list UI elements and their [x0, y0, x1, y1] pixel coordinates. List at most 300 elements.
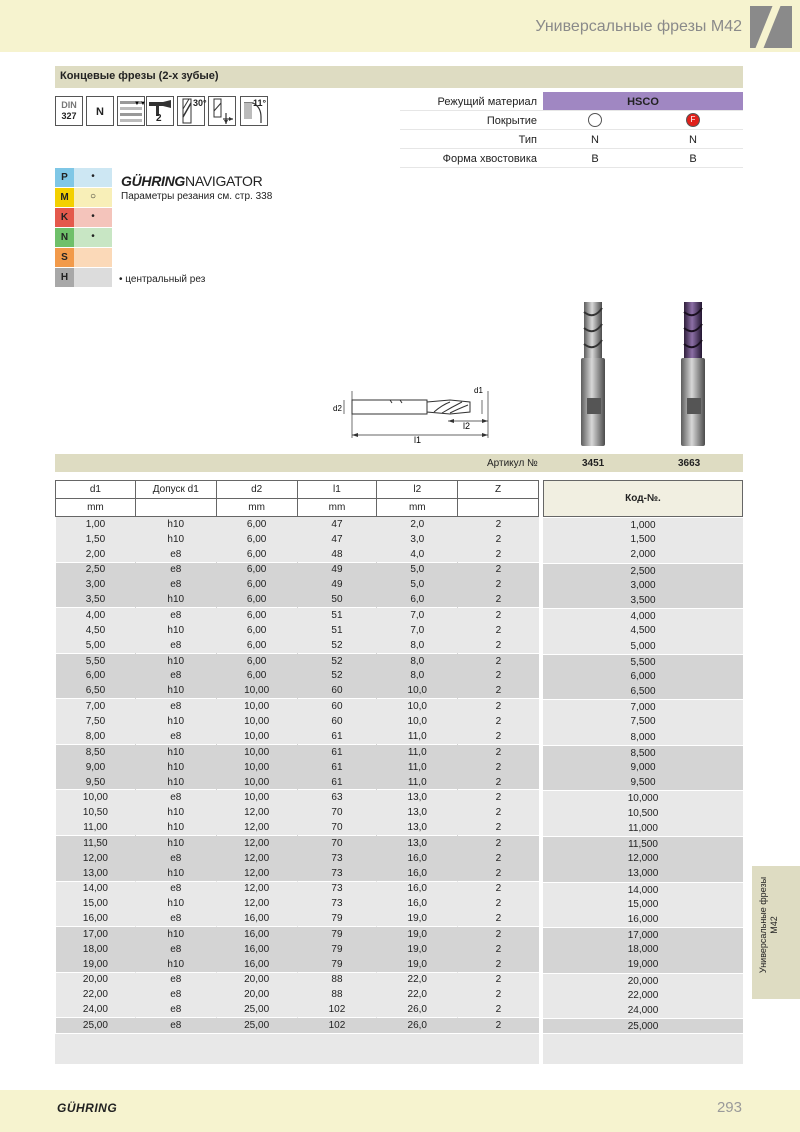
table-cell: 11,0: [377, 744, 458, 759]
table-cell: 9,50: [56, 775, 136, 790]
table-cell: 6,00: [216, 517, 297, 532]
table-cell: e8: [135, 608, 216, 623]
code-cell: 6,500: [543, 684, 743, 699]
table-cell: 73: [297, 851, 377, 866]
table-cell: 16,00: [56, 911, 136, 926]
l1-label: l1: [414, 435, 422, 445]
table-cell: 50: [297, 592, 377, 607]
suitability-mark: •: [91, 171, 95, 182]
table-cell: 12,00: [216, 881, 297, 896]
table-cell: 79: [297, 911, 377, 926]
table-cell: 2: [458, 805, 539, 820]
table-cell: 4,00: [56, 608, 136, 623]
table-cell: 2: [458, 592, 539, 607]
material-row: [55, 188, 112, 207]
table-cell: 25,00: [216, 1003, 297, 1018]
table-cell: 48: [297, 547, 377, 562]
table-cell: 16,0: [377, 851, 458, 866]
table-row: [56, 668, 539, 683]
table-cell: 79: [297, 957, 377, 972]
table-cell: 2: [458, 881, 539, 896]
table-cell: 73: [297, 866, 377, 881]
table-cell: 7,0: [377, 608, 458, 623]
table-cell: 2: [458, 760, 539, 775]
code-cell: 4,500: [543, 623, 743, 638]
table-cell: e8: [135, 638, 216, 653]
clearance-angle-icon: [240, 96, 268, 126]
code-cell: 1,000: [543, 517, 743, 532]
table-cell: 12,00: [216, 820, 297, 835]
table-row: [56, 866, 539, 881]
unit-cell: mm: [216, 499, 297, 517]
svg-text:▼▼: ▼▼: [134, 101, 146, 107]
navigator-word: NAVIGATOR: [185, 173, 263, 189]
table-cell: 17,00: [56, 927, 136, 942]
table-cell: 88: [297, 987, 377, 1002]
table-row: [56, 638, 539, 653]
din-number: 327: [61, 111, 77, 121]
table-cell: 2,0: [377, 517, 458, 532]
table-cell: 2: [458, 668, 539, 683]
table-cell: 52: [297, 638, 377, 653]
unit-cell: [458, 499, 539, 517]
code-cell: 10,000: [543, 790, 743, 805]
material-row: [55, 248, 112, 267]
table-header-row: [56, 481, 539, 499]
table-cell: 22,00: [56, 987, 136, 1002]
spec-row-type: [400, 130, 743, 149]
table-cell: 49: [297, 562, 377, 577]
table-cell: 4,50: [56, 623, 136, 638]
table-cell: 16,00: [216, 911, 297, 926]
table-cell: 8,00: [56, 729, 136, 744]
table-cell: 2: [458, 729, 539, 744]
table-cell: e8: [135, 790, 216, 805]
code-cell: 3,000: [543, 578, 743, 593]
table-row: [56, 532, 539, 547]
column-header: Z: [458, 481, 539, 499]
table-row: [56, 790, 539, 805]
din-icon: [55, 96, 83, 126]
table-row: [56, 684, 539, 699]
table-cell: 6,00: [216, 562, 297, 577]
material-row: [55, 228, 112, 247]
table-cell: 2: [458, 577, 539, 592]
table-filler: [543, 1034, 743, 1064]
table-cell: e8: [135, 562, 216, 577]
table-cell: 79: [297, 927, 377, 942]
spec-value: N: [689, 134, 697, 146]
code-header: Код-№.: [543, 480, 743, 517]
table-cell: e8: [135, 972, 216, 987]
suitability-mark: [74, 268, 112, 287]
code-cell: 22,000: [543, 988, 743, 1003]
table-cell: h10: [135, 760, 216, 775]
page-number: 293: [716, 1099, 742, 1116]
table-cell: 13,00: [56, 866, 136, 881]
table-cell: 2: [458, 790, 539, 805]
table-cell: 70: [297, 805, 377, 820]
spec-value: B: [591, 153, 599, 165]
spec-label: Форма хвостовика: [442, 153, 537, 165]
table-cell: 20,00: [216, 987, 297, 1002]
code-cell: 15,000: [543, 897, 743, 912]
table-cell: 10,00: [216, 760, 297, 775]
code-cell: 25,000: [543, 1018, 743, 1033]
code-cell: 6,000: [543, 669, 743, 684]
table-cell: 25,00: [216, 1018, 297, 1033]
table-row: [56, 972, 539, 987]
table-row: [56, 775, 539, 790]
table-cell: h10: [135, 927, 216, 942]
table-row: [56, 911, 539, 926]
spec-row-material: [400, 92, 743, 111]
table-cell: e8: [135, 668, 216, 683]
table-cell: 60: [297, 699, 377, 714]
cutting-direction-icon: [208, 96, 236, 126]
navigator-brand: GÜHRING: [121, 173, 186, 189]
table-cell: 6,50: [56, 684, 136, 699]
table-cell: 2: [458, 942, 539, 957]
table-row: [56, 562, 539, 577]
d2-label: d2: [333, 404, 342, 413]
table-cell: 6,00: [56, 668, 136, 683]
table-cell: 16,00: [216, 957, 297, 972]
table-cell: 16,0: [377, 866, 458, 881]
table-cell: e8: [135, 911, 216, 926]
table-cell: 8,0: [377, 668, 458, 683]
table-cell: h10: [135, 653, 216, 668]
code-cell: 4,000: [543, 608, 743, 623]
table-cell: 7,50: [56, 714, 136, 729]
table-cell: 2: [458, 972, 539, 987]
table-cell: 2: [458, 547, 539, 562]
table-cell: 11,0: [377, 729, 458, 744]
table-cell: 13,0: [377, 805, 458, 820]
l2-label: l2: [463, 421, 471, 431]
table-cell: 20,00: [56, 972, 136, 987]
table-cell: 16,0: [377, 881, 458, 896]
table-cell: 102: [297, 1003, 377, 1018]
material-letter: K: [55, 208, 74, 227]
material-value: HSCO: [627, 96, 659, 108]
table-row: [56, 699, 539, 714]
table-cell: 26,0: [377, 1003, 458, 1018]
table-cell: 19,00: [56, 957, 136, 972]
table-cell: 2: [458, 608, 539, 623]
code-cell: 9,000: [543, 760, 743, 775]
table-cell: 2: [458, 623, 539, 638]
table-cell: 70: [297, 820, 377, 835]
center-cut-note: • центральный рез: [119, 274, 206, 285]
table-cell: h10: [135, 805, 216, 820]
code-cell: 12,000: [543, 851, 743, 866]
table-row: [56, 547, 539, 562]
product-codes-column: [543, 480, 743, 1033]
dimensions-table: [55, 480, 539, 1033]
table-cell: h10: [135, 714, 216, 729]
table-cell: 16,0: [377, 896, 458, 911]
code-cell: 11,500: [543, 836, 743, 851]
table-cell: e8: [135, 729, 216, 744]
surface-icon: [117, 96, 145, 126]
helix-angle-icon: [177, 96, 205, 126]
table-row: [56, 896, 539, 911]
table-cell: 25,00: [56, 1018, 136, 1033]
table-row: [56, 623, 539, 638]
table-cell: 16,00: [216, 942, 297, 957]
column-header: d2: [216, 481, 297, 499]
table-cell: 12,00: [216, 851, 297, 866]
helix-angle-value: 30°: [193, 98, 207, 108]
table-cell: 12,00: [216, 805, 297, 820]
spec-label: Режущий материал: [437, 96, 537, 108]
din-label: DIN: [61, 100, 77, 110]
codes-body: [543, 517, 743, 1033]
code-cell: 19,000: [543, 957, 743, 972]
material-letter: S: [55, 248, 74, 267]
unit-cell: mm: [297, 499, 377, 517]
table-cell: e8: [135, 881, 216, 896]
column-header: Допуск d1: [135, 481, 216, 499]
table-cell: h10: [135, 775, 216, 790]
article-label: Артикул №: [487, 458, 538, 469]
code-cell: 14,000: [543, 882, 743, 897]
flutes-count: 2: [156, 113, 162, 124]
page-title: Универсальные фрезы M42: [535, 18, 742, 35]
code-cell: 18,000: [543, 942, 743, 957]
material-row: [55, 208, 112, 227]
table-cell: 61: [297, 775, 377, 790]
table-cell: 2: [458, 775, 539, 790]
table-cell: 19,0: [377, 957, 458, 972]
side-tab-line: Универсальные фрезы: [758, 876, 768, 974]
table-cell: 6,00: [216, 623, 297, 638]
table-cell: 2: [458, 835, 539, 850]
material-letter: M: [55, 188, 74, 207]
table-cell: 2: [458, 1003, 539, 1018]
table-cell: 12,00: [216, 835, 297, 850]
section-bar: [55, 66, 743, 88]
material-row: [55, 168, 112, 187]
table-cell: 63: [297, 790, 377, 805]
table-cell: 2: [458, 684, 539, 699]
cutting-params-note: Параметры резания см. стр. 338: [121, 191, 273, 202]
d1-label: d1: [474, 386, 483, 395]
table-cell: 6,0: [377, 592, 458, 607]
table-cell: 13,0: [377, 820, 458, 835]
footer-bar: [0, 1090, 800, 1132]
table-row: [56, 1003, 539, 1018]
table-row: [56, 592, 539, 607]
table-cell: 5,0: [377, 577, 458, 592]
table-cell: 1,00: [56, 517, 136, 532]
code-cell: 17,000: [543, 927, 743, 942]
table-cell: 2: [458, 866, 539, 881]
table-cell: h10: [135, 820, 216, 835]
table-cell: 19,0: [377, 942, 458, 957]
table-filler: [55, 1034, 539, 1064]
table-cell: 2: [458, 987, 539, 1002]
table-cell: h10: [135, 835, 216, 850]
table-cell: 10,00: [216, 775, 297, 790]
flutes-icon: [146, 96, 174, 126]
table-cell: 18,00: [56, 942, 136, 957]
table-cell: e8: [135, 1003, 216, 1018]
guhring-mark-icon: [750, 6, 792, 48]
table-cell: 10,00: [216, 790, 297, 805]
table-cell: 61: [297, 729, 377, 744]
side-tab-label[interactable]: [758, 860, 780, 990]
table-cell: 7,0: [377, 623, 458, 638]
material-row: [55, 268, 112, 287]
table-cell: 11,0: [377, 760, 458, 775]
table-row: [56, 942, 539, 957]
code-cell: 20,000: [543, 973, 743, 988]
material-letter: P: [55, 168, 74, 187]
table-cell: 2: [458, 744, 539, 759]
coating-f-icon: F: [686, 113, 700, 127]
table-cell: 2: [458, 699, 539, 714]
spec-label: Покрытие: [486, 115, 537, 127]
table-cell: 2: [458, 820, 539, 835]
column-header: d1: [56, 481, 136, 499]
code-cell: 2,000: [543, 547, 743, 562]
table-cell: 6,00: [216, 638, 297, 653]
footer-logo: GÜHRING: [57, 1101, 118, 1115]
table-row: [56, 987, 539, 1002]
table-row: [56, 714, 539, 729]
table-cell: 79: [297, 942, 377, 957]
table-row: [56, 517, 539, 532]
table-cell: 2: [458, 638, 539, 653]
table-cell: 20,00: [216, 972, 297, 987]
table-cell: 1,50: [56, 532, 136, 547]
material-letter: N: [55, 228, 74, 247]
table-cell: 11,0: [377, 775, 458, 790]
table-cell: 12,00: [56, 851, 136, 866]
table-row: [56, 881, 539, 896]
code-cell: 11,000: [543, 821, 743, 836]
table-cell: 5,00: [56, 638, 136, 653]
table-cell: 88: [297, 972, 377, 987]
table-cell: h10: [135, 896, 216, 911]
table-row: [56, 577, 539, 592]
spec-table: [400, 92, 743, 168]
tool-drawing: [330, 383, 490, 447]
table-cell: 10,00: [216, 684, 297, 699]
table-cell: e8: [135, 942, 216, 957]
table-cell: 2: [458, 714, 539, 729]
table-cell: 2: [458, 653, 539, 668]
table-cell: 51: [297, 608, 377, 623]
table-cell: 2: [458, 562, 539, 577]
table-units-row: [56, 499, 539, 517]
table-row: [56, 760, 539, 775]
table-cell: 47: [297, 517, 377, 532]
table-cell: 10,0: [377, 699, 458, 714]
table-cell: 19,0: [377, 911, 458, 926]
unit-cell: [135, 499, 216, 517]
uncoated-icon: [588, 113, 602, 127]
table-cell: 102: [297, 1018, 377, 1033]
suitability-mark: •: [91, 211, 95, 222]
table-cell: 10,50: [56, 805, 136, 820]
table-cell: e8: [135, 699, 216, 714]
table-cell: h10: [135, 684, 216, 699]
table-cell: h10: [135, 592, 216, 607]
table-cell: 2: [458, 911, 539, 926]
code-cell: 10,500: [543, 806, 743, 821]
clearance-angle-value: 11°: [253, 98, 267, 108]
table-row: [56, 608, 539, 623]
table-cell: 10,0: [377, 714, 458, 729]
table-cell: e8: [135, 577, 216, 592]
code-cell: 8,000: [543, 730, 743, 745]
suitability-mark: [74, 248, 112, 267]
table-cell: 47: [297, 532, 377, 547]
table-cell: 12,00: [216, 896, 297, 911]
table-cell: 61: [297, 760, 377, 775]
table-cell: h10: [135, 517, 216, 532]
table-cell: 5,0: [377, 562, 458, 577]
table-cell: e8: [135, 851, 216, 866]
side-tab-line: M42: [769, 916, 779, 934]
table-cell: 13,0: [377, 835, 458, 850]
code-cell: 13,000: [543, 866, 743, 881]
table-row: [56, 744, 539, 759]
column-header: l2: [377, 481, 458, 499]
table-cell: h10: [135, 866, 216, 881]
table-cell: 14,00: [56, 881, 136, 896]
article-bar: [55, 454, 743, 472]
table-cell: 4,0: [377, 547, 458, 562]
table-cell: 6,00: [216, 577, 297, 592]
table-cell: h10: [135, 744, 216, 759]
code-cell: 5,000: [543, 639, 743, 654]
code-cell: 2,500: [543, 563, 743, 578]
table-cell: 2: [458, 957, 539, 972]
table-cell: 3,50: [56, 592, 136, 607]
table-cell: 9,00: [56, 760, 136, 775]
article-code: 3451: [582, 458, 605, 469]
table-cell: 26,0: [377, 1018, 458, 1033]
table-cell: 6,00: [216, 608, 297, 623]
table-cell: 16,00: [216, 927, 297, 942]
table-row: [56, 835, 539, 850]
table-row: [56, 729, 539, 744]
code-cell: 5,500: [543, 654, 743, 669]
table-cell: 10,0: [377, 684, 458, 699]
table-cell: 8,50: [56, 744, 136, 759]
article-code: 3663: [678, 458, 701, 469]
table-cell: 2: [458, 532, 539, 547]
table-cell: 7,00: [56, 699, 136, 714]
unit-cell: mm: [377, 499, 458, 517]
tool-image-uncoated: [574, 298, 612, 448]
table-row: [56, 851, 539, 866]
table-cell: 60: [297, 684, 377, 699]
code-cell: 24,000: [543, 1003, 743, 1018]
table-cell: 2: [458, 517, 539, 532]
table-row: [56, 957, 539, 972]
code-cell: 9,500: [543, 775, 743, 790]
table-cell: 60: [297, 714, 377, 729]
table-cell: 10,00: [216, 699, 297, 714]
spec-label: Тип: [518, 134, 537, 146]
code-cell: 3,500: [543, 593, 743, 608]
table-cell: 3,00: [56, 577, 136, 592]
